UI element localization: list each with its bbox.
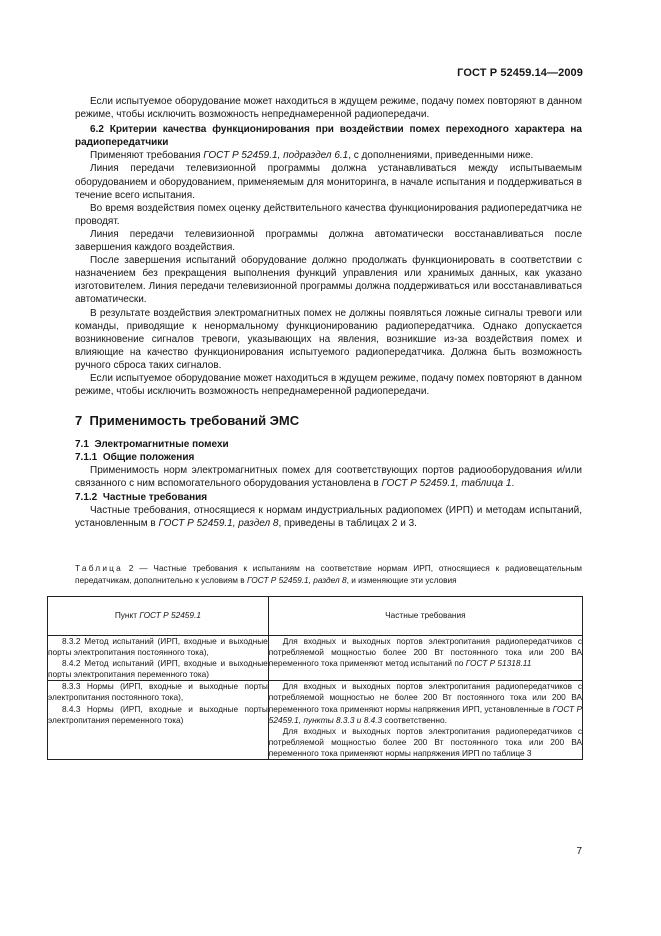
section-7-1-2-heading [75, 491, 582, 504]
section-7-1-2-title: Частные требования [102, 491, 208, 503]
section-7-1-heading [75, 438, 582, 451]
section-7-1-number: 7.1 [75, 439, 89, 451]
section-7-heading [75, 413, 582, 428]
paragraph-link-restore: Линия передачи телевизионной программы должна автоматически восстанавливаться после завершения каждого воздействия. [75, 228, 582, 254]
requirement-reference: ГОСТ Р 51318.11 [465, 658, 532, 669]
para2-text-b: , с дополнениями, приведенными ниже. [348, 150, 534, 162]
clause-text: 8.4.3 Нормы (ИРП, входные и выходные порты электропитания переменного тока) [48, 703, 268, 725]
paragraph-false-alarms: В результате воздействия электромагнитных помех не должны появляться ложные сигналы тревоги или команды, приводящие к ненормальному функционированию радиопередатчика. Однако допускается возникновение сигналов тревоги, указывающих на явления, возникшие из-за воздействия помех и влияющие на качество функционирования испытуемого радиопередатчика. Должна быть возможность ручного сброса таких сигналов. [75, 307, 582, 371]
section-7-1-1-heading [75, 451, 582, 464]
paragraph-standby-repeat-1: Если испытуемое оборудование может находиться в ждущем режиме, подачу помех повторяют в данном режиме, чтобы исключить возможность непреднамеренной радиопередачи. [75, 96, 582, 121]
para10-reference: ГОСТ Р 52459.1, раздел 8 [158, 517, 279, 529]
clause-text: 8.3.2 Метод испытаний (ИРП, входные и выходные порты электропитания постоянного тока), [48, 636, 268, 658]
table-cell-clause [48, 681, 269, 760]
table-header-row [48, 597, 583, 636]
paragraph-requirements-apply [75, 149, 582, 162]
document-number-header: ГОСТ Р 52459.14—2009 [457, 67, 583, 79]
para9-text-a: Применимость норм электромагнитных помех для соответствующих портов радиооборудования и/или связанного с ним вспомогательного оборудования установлена в [75, 465, 582, 490]
requirement-text [269, 681, 582, 725]
paragraph-standby-repeat-2: Если испытуемое оборудование может находиться в ждущем режиме, подачу помех повторяют в данном режиме, чтобы исключить возможность непреднамеренной радиопередачи. [75, 372, 582, 398]
section-7-1-title: Электромагнитные помехи [94, 439, 229, 451]
clause-text: 8.3.3 Нормы (ИРП, входные и выходные порты электропитания постоянного тока), [48, 681, 268, 703]
para9-reference: ГОСТ Р 52459.1, таблица 1 [381, 478, 512, 490]
table-caption-text-a: 2 — Частные требования к испытаниям на соответствие нормам ИРП, относящиеся к радиовещательным передатчикам, дополнительно к условиям в [75, 563, 582, 585]
requirements-table [47, 596, 583, 760]
table-cell-clause [48, 636, 269, 681]
page-number: 7 [576, 846, 582, 857]
requirement-reference: ГОСТ Р 52459.1, пункты 8.3.3 и 8.4.3 [268, 703, 582, 725]
para10-text-b: , приведены в таблицах 2 и 3. [278, 517, 417, 529]
paragraph-after-tests: После завершения испытаний оборудование должно продолжать функционировать в соответствии с назначением без прекращения выполнения функций управления или хранимых данных, как указано изготовителем. Линия передачи телевизионной программы должна поддерживаться или восстанавливаться автоматически. [75, 255, 582, 306]
requirement-text [269, 636, 582, 669]
paragraph-emi-applicability [75, 464, 582, 490]
section-6-2-heading [75, 123, 582, 149]
para2-reference: ГОСТ Р 52459.1, подраздел 6.1 [203, 150, 349, 162]
requirement-text: Для входных и выходных портов электропитания радиопередатчиков с потребляемой мощностью более 200 Вт постоянного тока или 200 ВА переменного тока применяют нормы напряжения ИРП по таблице 3 [268, 725, 582, 758]
section-7-1-2-number: 7.1.2 [75, 491, 98, 503]
para10-text-a: Частные требования, относящиеся к нормам индустриальных радиопомех (ИРП) и методам испытаний, установленным в [75, 504, 582, 529]
table-row [48, 681, 583, 760]
table-caption-label: Таблица [75, 563, 123, 573]
section-7-number: 7 [75, 413, 83, 429]
section-7-title: Применимость требований ЭМС [89, 413, 300, 429]
section-7-1-1-title: Общие положения [102, 452, 195, 464]
paragraph-tv-link-setup: Линия передачи телевизионной программы должна устанавливаться между испытываемым оборудованием и оборудованием, применяемым для мониторинга, в начале испытания и поддерживаться в течение всего испытания. [75, 163, 582, 201]
table-cell-requirement [268, 636, 582, 681]
clause-text: 8.4.2 Метод испытаний (ИРП, входные и выходные порты электропитания переменного тока) [48, 658, 268, 680]
col1-header-reference: ГОСТ Р 52459.1 [139, 610, 201, 621]
table-caption-text-b: , и изменяющие эти условия [346, 574, 457, 585]
table-2-caption [75, 563, 582, 586]
section-7-1-1-number: 7.1.1 [75, 452, 98, 464]
requirement-text-a: Для входных и выходных портов электропитания радиопередатчиков с потребляемой мощностью не более 200 Вт постоянного тока или 200 ВА переменного тока применяют нормы напряжения ИРП, установленные в [268, 681, 582, 714]
section-6-2-number: 6.2 [90, 124, 104, 136]
requirement-text-b: соответственно. [382, 714, 447, 725]
para2-text-a: Применяют требования [90, 150, 204, 162]
table-header-clause [48, 597, 269, 636]
page-body [75, 95, 582, 530]
paragraph-specific-requirements [75, 504, 582, 530]
col1-header-text: Пункт [114, 610, 140, 621]
table-header-requirements: Частные требования [268, 597, 582, 636]
requirement-text-a: Для входных и выходных портов электропитания радиопередатчиков с потребляемой мощностью более 200 Вт постоянного тока или 200 ВА переменного тока применяют метод испытаний по [268, 636, 582, 669]
table-caption-reference: ГОСТ Р 52459.1, раздел 8 [247, 574, 347, 585]
para9-text-b: . [511, 478, 515, 490]
section-6-2-title: Критерии качества функционирования при воздействии помех переходного характера на радиопередатчики [75, 124, 582, 149]
paragraph-quality-assessment: Во время воздействия помех оценку действительного качества функционирования радиопередатчика не проводят. [75, 202, 582, 227]
table-row [48, 636, 583, 681]
table-cell-requirement [268, 681, 582, 760]
